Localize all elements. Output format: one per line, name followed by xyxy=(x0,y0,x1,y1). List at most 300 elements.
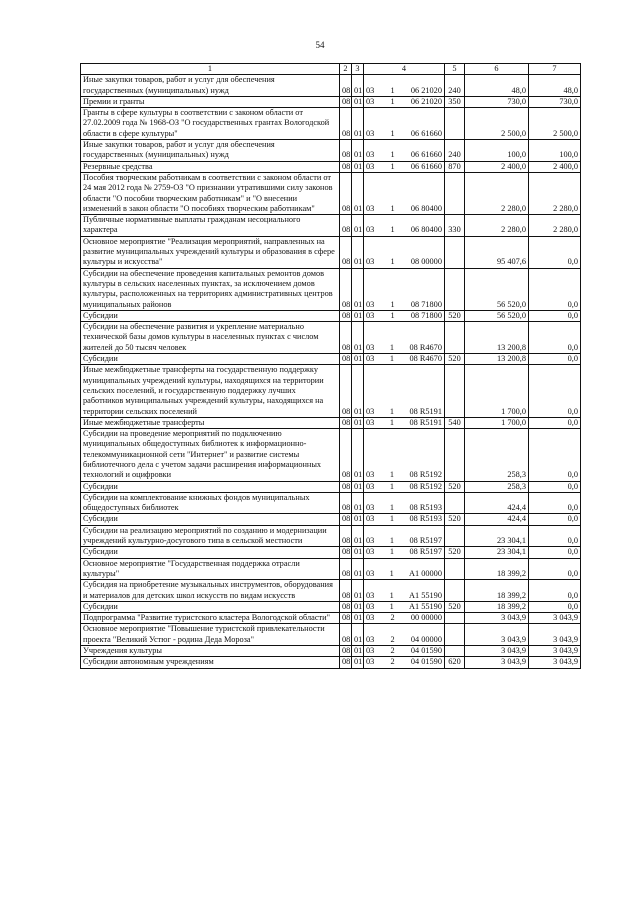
target-article-code xyxy=(364,417,445,428)
table-row xyxy=(81,322,581,354)
table-row xyxy=(81,481,581,492)
expense-type-code xyxy=(445,492,465,514)
subsection-code: 01 xyxy=(352,547,364,558)
target-article-part-2: 1 xyxy=(389,342,394,352)
amount-col6: 2 280,0 xyxy=(465,215,529,237)
header-cell-2: 2 xyxy=(340,64,352,75)
table-row xyxy=(81,96,581,107)
table-row xyxy=(81,547,581,558)
subsection-code: 01 xyxy=(352,310,364,321)
amount-col7: 0,0 xyxy=(529,514,581,525)
subsection-code: 01 xyxy=(352,365,364,417)
expense-type-code: 240 xyxy=(445,75,465,97)
amount-col7: 0,0 xyxy=(529,601,581,612)
target-article-part-2: 1 xyxy=(389,547,394,557)
section-code: 08 xyxy=(340,236,352,268)
target-article-part-2: 1 xyxy=(389,568,394,578)
target-article-part-2: 1 xyxy=(390,299,395,309)
row-name: Иные закупки товаров, работ и услуг для обеспечения государственных (муниципальных) нужд xyxy=(81,140,340,162)
target-article-part-3: 08 R5193 xyxy=(409,514,442,524)
table-row xyxy=(81,580,581,602)
target-article-part-3: 06 61660 xyxy=(410,161,442,171)
target-article-part-3: A1 55190 xyxy=(409,590,442,600)
section-code: 08 xyxy=(340,613,352,624)
section-code: 08 xyxy=(340,365,352,417)
subsection-code: 01 xyxy=(352,657,364,668)
amount-col7: 3 043,9 xyxy=(529,646,581,657)
section-code: 08 xyxy=(340,481,352,492)
header-cell-5: 5 xyxy=(445,64,465,75)
amount-col6: 95 407,6 xyxy=(465,236,529,268)
subsection-code: 01 xyxy=(352,429,364,481)
target-article-part-2: 1 xyxy=(390,128,395,138)
target-article-code xyxy=(364,268,445,310)
section-code: 08 xyxy=(340,161,352,172)
table-row xyxy=(81,310,581,321)
amount-col6: 258,3 xyxy=(465,481,529,492)
target-article-part-1: 03 xyxy=(366,634,375,644)
table-row xyxy=(81,429,581,481)
table-row xyxy=(81,492,581,514)
amount-col7: 100,0 xyxy=(529,140,581,162)
header-cell-3: 3 xyxy=(352,64,364,75)
target-article-part-1: 03 xyxy=(366,310,375,320)
amount-col7: 2 280,0 xyxy=(529,172,581,214)
amount-col7: 0,0 xyxy=(529,354,581,365)
target-article-code xyxy=(364,481,445,492)
subsection-code: 01 xyxy=(352,161,364,172)
expense-type-code xyxy=(445,646,465,657)
target-article-part-1: 03 xyxy=(366,470,375,480)
target-article-part-2: 1 xyxy=(390,161,395,171)
expense-type-code xyxy=(445,365,465,417)
row-name: Гранты в сфере культуры в соответствии с законом области от 27.02.2009 года № 1968-ОЗ "О государственных грантах Вологодской области в сфере культуры" xyxy=(81,108,340,140)
row-name: Учреждения культуры xyxy=(81,646,340,657)
amount-col6: 56 520,0 xyxy=(465,310,529,321)
target-article-part-1: 03 xyxy=(366,203,375,213)
target-article-part-2: 1 xyxy=(389,406,394,416)
section-code: 08 xyxy=(340,624,352,646)
target-article-part-3: 08 R5197 xyxy=(409,547,442,557)
header-cell-1: 1 xyxy=(81,64,340,75)
amount-col7: 0,0 xyxy=(529,365,581,417)
target-article-part-3: 08 R5193 xyxy=(409,503,442,513)
target-article-part-3: 06 21020 xyxy=(410,96,442,106)
target-article-part-1: 03 xyxy=(366,128,375,138)
target-article-code xyxy=(364,215,445,237)
row-name: Иные закупки товаров, работ и услуг для обеспечения государственных (муниципальных) нужд xyxy=(81,75,340,97)
target-article-part-1: 03 xyxy=(366,161,375,171)
target-article-part-3: 08 R5192 xyxy=(409,470,442,480)
target-article-part-2: 1 xyxy=(390,225,395,235)
amount-col6: 13 200,8 xyxy=(465,354,529,365)
target-article-part-2: 1 xyxy=(390,96,395,106)
target-article-code xyxy=(364,525,445,547)
expense-type-code: 540 xyxy=(445,417,465,428)
table-row xyxy=(81,215,581,237)
target-article-part-1: 03 xyxy=(366,503,375,513)
amount-col7: 2 400,0 xyxy=(529,161,581,172)
target-article-part-2: 1 xyxy=(389,514,394,524)
table-row xyxy=(81,525,581,547)
target-article-code xyxy=(364,310,445,321)
amount-col6: 730,0 xyxy=(465,96,529,107)
target-article-part-3: 08 R4670 xyxy=(409,354,442,364)
amount-col6: 18 399,2 xyxy=(465,580,529,602)
row-name: Субсидии на проведение мероприятий по подключению муниципальных общедоступных библиотек к информационно-телекоммуникационной сети "Интернет" и развитие системы библиотечного дела с учетом задачи расширения информационных технологий и оцифровки xyxy=(81,429,340,481)
target-article-part-3: 04 00000 xyxy=(410,634,442,644)
table-row xyxy=(81,558,581,580)
amount-col6: 3 043,9 xyxy=(465,657,529,668)
section-code: 08 xyxy=(340,354,352,365)
target-article-code xyxy=(364,547,445,558)
amount-col6: 13 200,8 xyxy=(465,322,529,354)
subsection-code: 01 xyxy=(352,525,364,547)
table-row xyxy=(81,657,581,668)
target-article-part-2: 1 xyxy=(390,310,395,320)
table-row xyxy=(81,514,581,525)
target-article-part-3: 06 61660 xyxy=(410,128,442,138)
section-code: 08 xyxy=(340,417,352,428)
section-code: 08 xyxy=(340,525,352,547)
target-article-part-2: 2 xyxy=(390,634,395,644)
target-article-part-1: 03 xyxy=(366,657,375,667)
target-article-part-2: 2 xyxy=(390,646,395,656)
row-name: Субсидии xyxy=(81,601,340,612)
expense-type-code xyxy=(445,236,465,268)
target-article-part-1: 03 xyxy=(366,96,375,106)
expense-type-code: 620 xyxy=(445,657,465,668)
row-name: Субсидии на реализацию мероприятий по созданию и модернизации учреждений культурно-досугового типа в сельской местности xyxy=(81,525,340,547)
table-row xyxy=(81,140,581,162)
section-code: 08 xyxy=(340,547,352,558)
row-name: Субсидии xyxy=(81,481,340,492)
section-code: 08 xyxy=(340,514,352,525)
header-cell-7: 7 xyxy=(529,64,581,75)
target-article-code xyxy=(364,492,445,514)
table-row xyxy=(81,354,581,365)
row-name: Субсидия на приобретение музыкальных инструментов, оборудования и материалов для детских школ искусств по видам искусств xyxy=(81,580,340,602)
target-article-code xyxy=(364,75,445,97)
target-article-part-2: 1 xyxy=(389,470,394,480)
target-article-part-3: 06 21020 xyxy=(410,85,442,95)
row-name: Подпрограмма "Развитие туристского кластера Вологодской области" xyxy=(81,613,340,624)
expense-type-code xyxy=(445,108,465,140)
section-code: 08 xyxy=(340,657,352,668)
section-code: 08 xyxy=(340,140,352,162)
target-article-part-2: 1 xyxy=(390,257,395,267)
target-article-part-2: 1 xyxy=(389,417,394,427)
target-article-part-3: 04 01590 xyxy=(410,646,442,656)
subsection-code: 01 xyxy=(352,417,364,428)
amount-col7: 0,0 xyxy=(529,558,581,580)
expense-type-code xyxy=(445,322,465,354)
subsection-code: 01 xyxy=(352,492,364,514)
row-name: Основное мероприятие "Повышение туристской привлекательности проекта "Великий Устюг - родина Деда Мороза" xyxy=(81,624,340,646)
amount-col6: 2 280,0 xyxy=(465,172,529,214)
target-article-part-1: 03 xyxy=(366,547,375,557)
table-row xyxy=(81,268,581,310)
target-article-part-3: 06 61660 xyxy=(410,150,442,160)
target-article-part-2: 1 xyxy=(390,150,395,160)
header-cell-6: 6 xyxy=(465,64,529,75)
target-article-code xyxy=(364,580,445,602)
amount-col7: 3 043,9 xyxy=(529,613,581,624)
target-article-part-2: 1 xyxy=(389,601,394,611)
target-article-part-2: 2 xyxy=(390,657,395,667)
target-article-part-3: 08 R4670 xyxy=(409,342,442,352)
target-article-part-2: 1 xyxy=(390,203,395,213)
section-code: 08 xyxy=(340,96,352,107)
table-row xyxy=(81,236,581,268)
target-article-part-2: 1 xyxy=(389,354,394,364)
expense-type-code: 870 xyxy=(445,161,465,172)
row-name: Основное мероприятие "Реализация мероприятий, направленных на развитие муниципальных учреждений культуры и образования в сфере культуры и искусства" xyxy=(81,236,340,268)
target-article-code xyxy=(364,624,445,646)
row-name: Субсидии автономным учреждениям xyxy=(81,657,340,668)
row-name: Субсидии на комплектование книжных фондов муниципальных общедоступных библиотек xyxy=(81,492,340,514)
section-code: 08 xyxy=(340,646,352,657)
target-article-part-1: 03 xyxy=(366,354,375,364)
target-article-part-1: 03 xyxy=(366,590,375,600)
header-row xyxy=(81,64,581,75)
table-row xyxy=(81,613,581,624)
target-article-code xyxy=(364,646,445,657)
amount-col6: 424,4 xyxy=(465,492,529,514)
target-article-code xyxy=(364,236,445,268)
target-article-part-1: 03 xyxy=(366,406,375,416)
expense-type-code xyxy=(445,558,465,580)
target-article-part-2: 1 xyxy=(389,481,394,491)
target-article-part-1: 03 xyxy=(366,150,375,160)
target-article-part-1: 03 xyxy=(366,299,375,309)
row-name: Субсидии xyxy=(81,310,340,321)
amount-col6: 18 399,2 xyxy=(465,601,529,612)
expense-type-code xyxy=(445,525,465,547)
target-article-code xyxy=(364,322,445,354)
amount-col7: 48,0 xyxy=(529,75,581,97)
subsection-code: 01 xyxy=(352,96,364,107)
amount-col6: 23 304,1 xyxy=(465,525,529,547)
target-article-part-1: 03 xyxy=(366,613,375,623)
section-code: 08 xyxy=(340,558,352,580)
target-article-part-1: 03 xyxy=(366,568,375,578)
amount-col7: 0,0 xyxy=(529,525,581,547)
target-article-part-1: 03 xyxy=(366,601,375,611)
target-article-part-3: 08 71800 xyxy=(410,310,442,320)
subsection-code: 01 xyxy=(352,514,364,525)
row-name: Резервные средства xyxy=(81,161,340,172)
expense-type-code xyxy=(445,613,465,624)
subsection-code: 01 xyxy=(352,75,364,97)
amount-col7: 0,0 xyxy=(529,547,581,558)
section-code: 08 xyxy=(340,580,352,602)
table-row xyxy=(81,75,581,97)
subsection-code: 01 xyxy=(352,558,364,580)
amount-col6: 3 043,9 xyxy=(465,624,529,646)
table-row xyxy=(81,172,581,214)
expense-type-code: 520 xyxy=(445,310,465,321)
expense-type-code: 520 xyxy=(445,354,465,365)
target-article-code xyxy=(364,172,445,214)
target-article-part-3: 08 71800 xyxy=(410,299,442,309)
section-code: 08 xyxy=(340,75,352,97)
target-article-part-3: 08 R5191 xyxy=(409,417,442,427)
target-article-code xyxy=(364,514,445,525)
subsection-code: 01 xyxy=(352,613,364,624)
expense-type-code xyxy=(445,624,465,646)
target-article-part-2: 2 xyxy=(390,613,395,623)
expense-type-code: 520 xyxy=(445,514,465,525)
amount-col6: 18 399,2 xyxy=(465,558,529,580)
section-code: 08 xyxy=(340,322,352,354)
subsection-code: 01 xyxy=(352,580,364,602)
subsection-code: 01 xyxy=(352,268,364,310)
page-number: 54 xyxy=(315,40,325,50)
header-cell-4: 4 xyxy=(364,64,445,75)
subsection-code: 01 xyxy=(352,624,364,646)
amount-col7: 0,0 xyxy=(529,417,581,428)
target-article-code xyxy=(364,365,445,417)
amount-col6: 100,0 xyxy=(465,140,529,162)
target-article-part-2: 1 xyxy=(389,536,394,546)
table-row xyxy=(81,161,581,172)
section-code: 08 xyxy=(340,108,352,140)
section-code: 08 xyxy=(340,429,352,481)
target-article-code xyxy=(364,429,445,481)
expense-type-code: 330 xyxy=(445,215,465,237)
target-article-part-3: 08 R5197 xyxy=(409,536,442,546)
amount-col7: 0,0 xyxy=(529,310,581,321)
amount-col6: 1 700,0 xyxy=(465,417,529,428)
target-article-part-2: 1 xyxy=(389,590,394,600)
amount-col7: 0,0 xyxy=(529,481,581,492)
table-row xyxy=(81,624,581,646)
section-code: 08 xyxy=(340,310,352,321)
subsection-code: 01 xyxy=(352,646,364,657)
target-article-part-1: 03 xyxy=(366,342,375,352)
expense-type-code: 520 xyxy=(445,547,465,558)
target-article-code xyxy=(364,140,445,162)
target-article-code xyxy=(364,96,445,107)
table-row xyxy=(81,417,581,428)
subsection-code: 01 xyxy=(352,172,364,214)
table-row xyxy=(81,601,581,612)
target-article-code xyxy=(364,558,445,580)
amount-col7: 2 280,0 xyxy=(529,215,581,237)
target-article-part-1: 03 xyxy=(366,514,375,524)
subsection-code: 01 xyxy=(352,215,364,237)
amount-col7: 0,0 xyxy=(529,268,581,310)
target-article-code xyxy=(364,613,445,624)
row-name: Иные межбюджетные трансферты xyxy=(81,417,340,428)
target-article-part-3: A1 00000 xyxy=(409,568,442,578)
amount-col6: 2 500,0 xyxy=(465,108,529,140)
subsection-code: 01 xyxy=(352,108,364,140)
expense-type-code: 240 xyxy=(445,140,465,162)
amount-col6: 3 043,9 xyxy=(465,646,529,657)
amount-col7: 730,0 xyxy=(529,96,581,107)
target-article-part-3: 00 00000 xyxy=(410,613,442,623)
row-name: Публичные нормативные выплаты гражданам несоциального характера xyxy=(81,215,340,237)
target-article-part-3: 06 80400 xyxy=(410,203,442,213)
amount-col7: 3 043,9 xyxy=(529,624,581,646)
subsection-code: 01 xyxy=(352,236,364,268)
subsection-code: 01 xyxy=(352,354,364,365)
row-name: Субсидии xyxy=(81,514,340,525)
section-code: 08 xyxy=(340,172,352,214)
amount-col6: 424,4 xyxy=(465,514,529,525)
amount-col7: 0,0 xyxy=(529,236,581,268)
target-article-code xyxy=(364,108,445,140)
target-article-part-3: A1 55190 xyxy=(409,601,442,611)
target-article-part-3: 06 80400 xyxy=(410,225,442,235)
row-name: Субсидии xyxy=(81,354,340,365)
amount-col6: 2 400,0 xyxy=(465,161,529,172)
row-name: Субсидии на обеспечение развития и укрепление материально технической базы домов культуры в населенных пунктах с числом жителей до 50 тысяч человек xyxy=(81,322,340,354)
expense-type-code xyxy=(445,429,465,481)
amount-col6: 258,3 xyxy=(465,429,529,481)
target-article-code xyxy=(364,354,445,365)
row-name: Пособия творческим работникам в соответствии с законом области от 24 мая 2012 года № 2759-ОЗ "О признании утратившими силу законов области "О пособии творческим работникам" и "О внесении изменений в закон области "О пособиях творческим работникам" xyxy=(81,172,340,214)
row-name: Иные межбюджетные трансферты на государственную поддержку муниципальных учреждений культуры, находящихся на территории сельских поселений, и государственную поддержку лучших работников муниципальных учреждений культуры, находящихся на территории сельских поселений xyxy=(81,365,340,417)
target-article-part-1: 03 xyxy=(366,536,375,546)
target-article-code xyxy=(364,657,445,668)
expense-type-code: 520 xyxy=(445,601,465,612)
amount-col7: 0,0 xyxy=(529,492,581,514)
target-article-code xyxy=(364,161,445,172)
target-article-part-1: 03 xyxy=(366,85,375,95)
amount-col6: 56 520,0 xyxy=(465,268,529,310)
expense-type-code xyxy=(445,172,465,214)
target-article-part-1: 03 xyxy=(366,481,375,491)
table-row xyxy=(81,365,581,417)
amount-col6: 23 304,1 xyxy=(465,547,529,558)
expense-type-code: 350 xyxy=(445,96,465,107)
row-name: Основное мероприятие "Государственная поддержка отрасли культуры" xyxy=(81,558,340,580)
target-article-part-1: 03 xyxy=(366,225,375,235)
target-article-part-3: 08 R5192 xyxy=(409,481,442,491)
amount-col7: 0,0 xyxy=(529,429,581,481)
amount-col7: 2 500,0 xyxy=(529,108,581,140)
amount-col7: 0,0 xyxy=(529,580,581,602)
target-article-part-1: 03 xyxy=(366,646,375,656)
section-code: 08 xyxy=(340,215,352,237)
section-code: 08 xyxy=(340,601,352,612)
subsection-code: 01 xyxy=(352,140,364,162)
target-article-part-3: 04 01590 xyxy=(410,657,442,667)
amount-col7: 3 043,9 xyxy=(529,657,581,668)
expense-type-code xyxy=(445,580,465,602)
row-name: Субсидии на обеспечение проведения капитальных ремонтов домов культуры в сельских населенных пунктах, за исключением домов культуры, расположенных на территориях административных центров муниципальных районов xyxy=(81,268,340,310)
section-code: 08 xyxy=(340,492,352,514)
subsection-code: 01 xyxy=(352,322,364,354)
row-name: Премии и гранты xyxy=(81,96,340,107)
target-article-part-3: 08 00000 xyxy=(410,257,442,267)
amount-col6: 3 043,9 xyxy=(465,613,529,624)
target-article-part-2: 1 xyxy=(389,503,394,513)
target-article-part-1: 03 xyxy=(366,257,375,267)
target-article-part-1: 03 xyxy=(366,417,375,427)
section-code: 08 xyxy=(340,268,352,310)
row-name: Субсидии xyxy=(81,547,340,558)
amount-col7: 0,0 xyxy=(529,322,581,354)
amount-col6: 48,0 xyxy=(465,75,529,97)
target-article-code xyxy=(364,601,445,612)
table-row xyxy=(81,108,581,140)
amount-col6: 1 700,0 xyxy=(465,365,529,417)
expense-type-code: 520 xyxy=(445,481,465,492)
